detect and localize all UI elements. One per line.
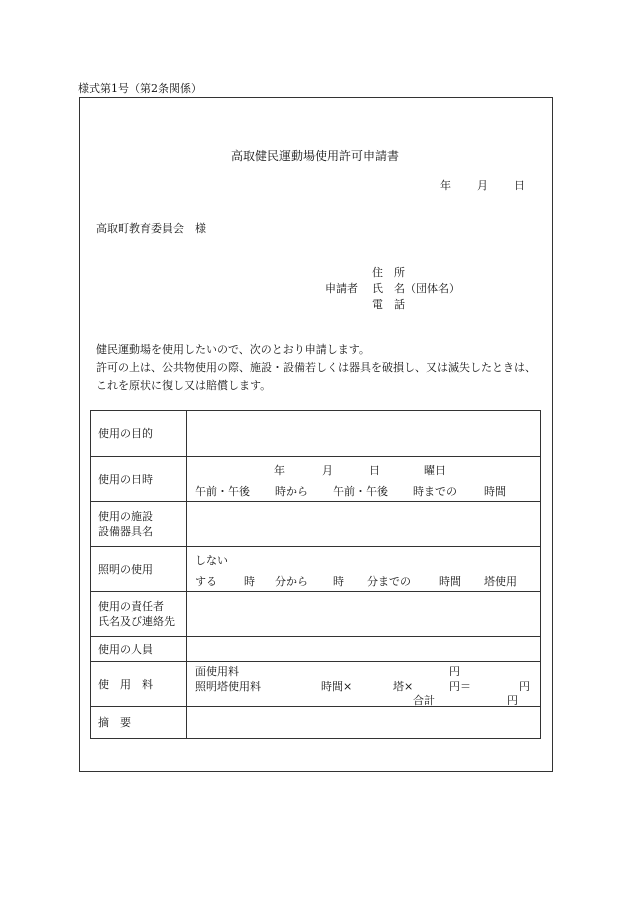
document-title: 高取健民運動場使用許可申請書: [230, 149, 399, 163]
fee-field[interactable]: [187, 662, 540, 706]
application-table: [90, 410, 541, 739]
row-remarks: [91, 706, 540, 738]
lighting-towers: 塔使用: [484, 575, 517, 588]
datetime-from: 時から: [275, 485, 308, 498]
fee-lighting: 照明塔使用料: [195, 680, 261, 693]
datetime-year: 年: [274, 464, 285, 477]
fee-hours-x: 時間×: [321, 680, 353, 693]
remarks-field[interactable]: [187, 707, 540, 738]
facility-label: [91, 502, 187, 546]
fee-towers-x: 塔×: [393, 680, 414, 693]
datetime-until: 時までの: [413, 485, 457, 498]
lighting-hour: 時: [244, 575, 255, 588]
row-facility: [91, 501, 540, 546]
lighting-field[interactable]: [187, 547, 540, 591]
row-datetime: [91, 456, 540, 501]
facility-field[interactable]: [187, 502, 540, 546]
datetime-hours: 時間: [484, 485, 506, 498]
people-field[interactable]: [187, 637, 540, 661]
purpose-field[interactable]: [187, 411, 540, 456]
applicant-address-label: 住 所: [372, 266, 405, 279]
purpose-label: 使用の目的: [91, 411, 187, 456]
applicant-phone-label: 電 話: [372, 298, 405, 311]
facility-label-line1: 使用の施設: [98, 510, 153, 523]
datetime-ampm-from: 午前・午後: [195, 485, 250, 498]
lighting-label: 照明の使用: [91, 547, 187, 591]
applicant-role-label: 申請者: [325, 282, 358, 295]
manager-label: [91, 592, 187, 636]
row-people: [91, 636, 540, 661]
manager-label-line1: 使用の責任者: [98, 600, 164, 613]
statement-line: 健民運動場を使用したいので、次のとおり申請します。: [96, 343, 370, 356]
applicant-block: [325, 265, 485, 313]
statement-line: 許可の上は、公共物使用の際、施設・設備若しくは器具を破損し、又は滅失したときは、: [96, 361, 536, 374]
lighting-none[interactable]: しない: [195, 554, 228, 567]
fee-yen-eq: 円＝: [449, 680, 471, 693]
fee-label: 使 用 料: [91, 662, 187, 706]
statement: [96, 341, 536, 395]
row-purpose: [91, 411, 540, 456]
row-fee: [91, 661, 540, 706]
date-day: 日: [514, 179, 525, 192]
manager-field[interactable]: [187, 592, 540, 636]
addressee: 高取町教育委員会 様: [96, 222, 206, 235]
datetime-ampm-to: 午前・午後: [333, 485, 388, 498]
people-label: 使用の人員: [91, 637, 187, 661]
remarks-label: 摘 要: [91, 707, 187, 738]
datetime-day: 日: [369, 464, 380, 477]
row-lighting: [91, 546, 540, 591]
fee-yen3: 円: [507, 694, 518, 707]
application-date: [440, 177, 525, 193]
applicant-name-label: 氏 名（団体名）: [372, 282, 460, 295]
statement-line: これを原状に復し又は賠償します。: [96, 379, 272, 392]
lighting-hours: 時間: [439, 575, 461, 588]
fee-surface: 面使用料: [195, 665, 239, 678]
form-caption: 様式第1号（第2条関係）: [78, 82, 202, 95]
lighting-hour2: 時: [333, 575, 344, 588]
manager-label-line2: 氏名及び連絡先: [98, 615, 175, 628]
datetime-weekday: 曜日: [424, 464, 446, 477]
row-manager: [91, 591, 540, 636]
fee-total: 合計: [413, 694, 435, 707]
date-year: 年: [440, 179, 451, 192]
lighting-use[interactable]: する: [195, 575, 217, 588]
datetime-month: 月: [322, 464, 333, 477]
facility-label-line2: 設備器具名: [98, 525, 153, 538]
date-month: 月: [477, 179, 488, 192]
lighting-min-until: 分までの: [367, 575, 411, 588]
fee-yen2: 円: [519, 680, 530, 693]
datetime-field[interactable]: [187, 457, 540, 501]
datetime-label: 使用の日時: [91, 457, 187, 501]
fee-yen1: 円: [449, 665, 460, 678]
lighting-min-from: 分から: [275, 575, 308, 588]
